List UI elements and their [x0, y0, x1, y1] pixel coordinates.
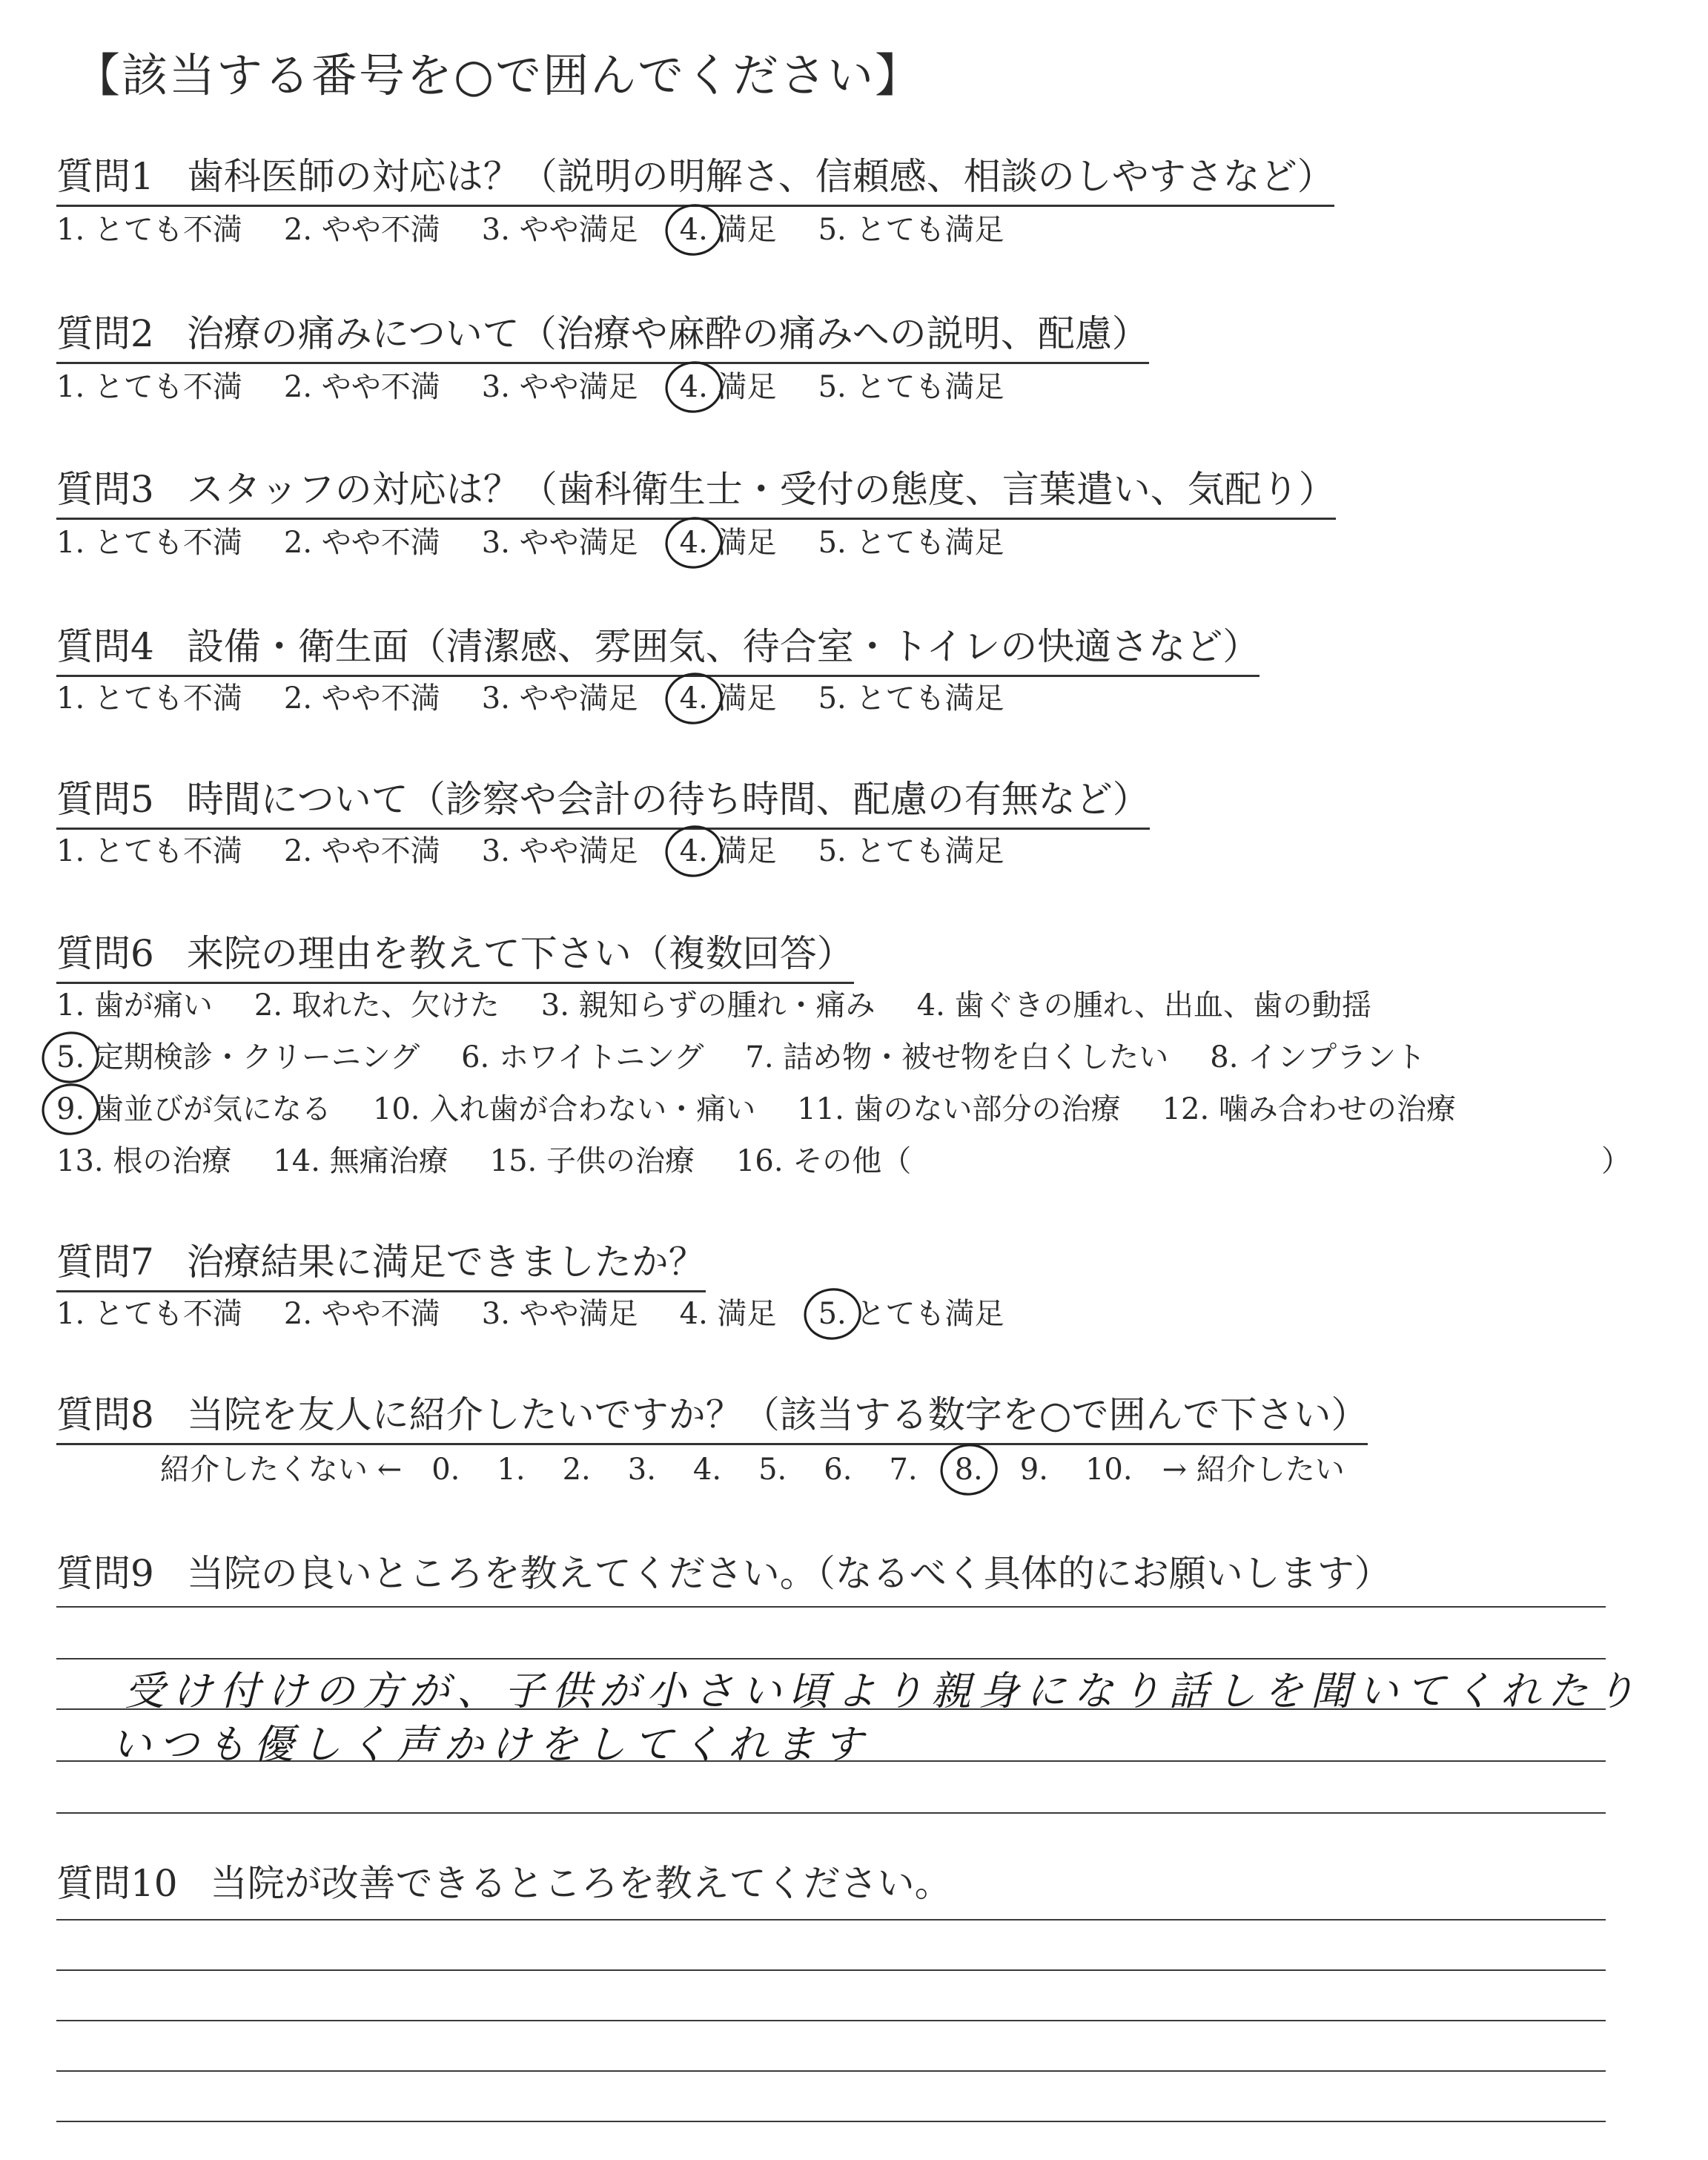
question-number: 質問5 [56, 778, 154, 821]
option-5[interactable]: 5. とても満足 [818, 526, 1004, 560]
reason-13[interactable]: 13. 根の治療 [56, 1144, 232, 1178]
option-3[interactable]: 3. やや満足 [481, 526, 638, 560]
question-8-scale [160, 1446, 1345, 1488]
question-1-title [56, 147, 1334, 207]
question-text: 治療の痛みについて（治療や麻酔の痛みへの説明、配慮） [186, 312, 1149, 355]
question-number: 質問4 [56, 625, 154, 668]
option-4[interactable]: 4. 満足 [679, 1297, 777, 1331]
option-1[interactable]: 1. とても不満 [56, 681, 242, 716]
scale-1[interactable]: 1. [497, 1453, 526, 1487]
scale-left-label: 紹介したくない ← [160, 1453, 403, 1487]
question-7-options [56, 1290, 1045, 1332]
answer-line [56, 1812, 1606, 1814]
option-3[interactable]: 3. やや満足 [481, 370, 638, 404]
option-3[interactable]: 3. やや満足 [481, 1297, 638, 1331]
reason-10[interactable]: 10. 入れ歯が合わない・痛い [372, 1092, 756, 1126]
option-5[interactable]: 5. とても満足 [818, 834, 1004, 868]
question-number: 質問1 [56, 155, 154, 198]
question-number: 質問6 [56, 932, 154, 975]
option-1[interactable]: 1. とても不満 [56, 1297, 242, 1331]
question-2-title [56, 304, 1149, 364]
question-text: 当院の良いところを教えてください。（なるべく具体的にお願いします） [186, 1552, 1391, 1595]
question-6-row-3 [56, 1086, 1497, 1128]
reason-8[interactable]: 8. インプラント [1210, 1040, 1426, 1074]
reason-14[interactable]: 14. 無痛治療 [273, 1144, 448, 1178]
question-10-title [56, 1854, 952, 1912]
answer-line [56, 2020, 1606, 2021]
other-closing-paren: ） [1601, 1144, 1631, 1178]
scale-8[interactable]: 8. [954, 1453, 983, 1487]
question-text: 時間について（診察や会計の待ち時間、配慮の有無など） [186, 778, 1150, 821]
question-6-title [56, 924, 854, 984]
option-5[interactable]: 5. とても満足 [818, 1297, 1004, 1331]
option-1[interactable]: 1. とても不満 [56, 370, 242, 404]
question-text: スタッフの対応は？（歯科衛生士・受付の態度、言葉遣い、気配り） [186, 468, 1336, 511]
option-2[interactable]: 2. やや不満 [283, 370, 440, 404]
question-number: 質問2 [56, 312, 154, 355]
question-number: 質問3 [56, 468, 154, 511]
reason-2[interactable]: 2. 取れた、欠けた [254, 988, 500, 1023]
question-3-title [56, 460, 1336, 520]
answer-line [56, 1919, 1606, 1920]
handwritten-answer-line-1: 受け付けの方が、子供が小さい頃より親身になり話しを聞いてくれたり [125, 1668, 1643, 1714]
scale-2[interactable]: 2. [562, 1453, 591, 1487]
question-5-options [56, 828, 1045, 870]
reason-1[interactable]: 1. 歯が痛い [56, 988, 213, 1023]
question-text: 来院の理由を教えて下さい（複数回答） [186, 932, 854, 975]
scale-4[interactable]: 4. [692, 1453, 722, 1487]
question-number: 質問10 [56, 1862, 178, 1905]
option-1[interactable]: 1. とても不満 [56, 526, 242, 560]
scale-10[interactable]: 10. [1085, 1453, 1133, 1487]
question-2-options [56, 363, 1045, 406]
option-4[interactable]: 4. 満足 [679, 213, 777, 247]
option-5[interactable]: 5. とても満足 [818, 681, 1004, 716]
option-3[interactable]: 3. やや満足 [481, 834, 638, 868]
reason-16[interactable]: 16. その他（ [735, 1144, 912, 1178]
option-4[interactable]: 4. 満足 [679, 834, 777, 868]
answer-line [56, 2121, 1606, 2122]
reason-9[interactable]: 9. 歯並びが気になる [56, 1092, 331, 1126]
question-5-title [56, 770, 1150, 830]
question-text: 設備・衛生面（清潔感、雰囲気、待合室・トイレの快適さなど） [186, 625, 1260, 668]
question-3-options [56, 519, 1045, 561]
option-4[interactable]: 4. 満足 [679, 370, 777, 404]
question-6-row-1 [56, 982, 1413, 1024]
reason-6[interactable]: 6. ホワイトニング [461, 1040, 704, 1074]
option-3[interactable]: 3. やや満足 [481, 681, 638, 716]
question-8-title [56, 1385, 1368, 1445]
option-4[interactable]: 4. 満足 [679, 681, 777, 716]
reason-5[interactable]: 5. 定期検診・クリーニング [56, 1040, 420, 1074]
reason-15[interactable]: 15. 子供の治療 [489, 1144, 695, 1178]
scale-0[interactable]: 0. [431, 1453, 460, 1487]
option-2[interactable]: 2. やや不満 [283, 1297, 440, 1331]
question-number: 質問8 [56, 1393, 154, 1436]
question-9-title [56, 1544, 1391, 1602]
answer-line [56, 2070, 1606, 2072]
question-6-row-2 [56, 1034, 1467, 1076]
handwritten-answer-line-2: いつも優しく声かけをしてくれます [111, 1721, 870, 1768]
question-text: 治療結果に満足できましたか？ [186, 1241, 706, 1284]
question-1-options [56, 206, 1045, 248]
option-2[interactable]: 2. やや不満 [283, 834, 440, 868]
option-2[interactable]: 2. やや不満 [283, 526, 440, 560]
question-7-title [56, 1232, 706, 1292]
question-text: 当院が改善できるところを教えてください。 [210, 1862, 952, 1905]
reason-4[interactable]: 4. 歯ぐきの腫れ、出血、歯の動揺 [916, 988, 1371, 1023]
option-5[interactable]: 5. とても満足 [818, 213, 1004, 247]
scale-9[interactable]: 9. [1019, 1453, 1048, 1487]
question-text: 歯科医師の対応は？（説明の明解さ、信頼感、相談のしやすさなど） [186, 155, 1334, 198]
reason-12[interactable]: 12. 噛み合わせの治療 [1162, 1092, 1456, 1126]
answer-line [56, 1969, 1606, 1971]
question-4-options [56, 675, 1045, 717]
option-2[interactable]: 2. やや不満 [283, 681, 440, 716]
option-1[interactable]: 1. とても不満 [56, 213, 242, 247]
scale-3[interactable]: 3. [627, 1453, 656, 1487]
option-2[interactable]: 2. やや不満 [283, 213, 440, 247]
reason-3[interactable]: 3. 親知らずの腫れ・痛み [540, 988, 875, 1023]
reason-7[interactable]: 7. 詰め物・被せ物を白くしたい [745, 1040, 1169, 1074]
scale-right-label: → 紹介したい [1162, 1453, 1345, 1487]
question-number: 質問7 [56, 1241, 154, 1284]
reason-11[interactable]: 11. 歯のない部分の治療 [797, 1092, 1121, 1126]
instruction-header: 【該当する番号を○で囲んでください】 [74, 48, 923, 102]
question-4-title [56, 617, 1260, 677]
question-6-row-4 [56, 1137, 953, 1180]
option-1[interactable]: 1. とても不満 [56, 834, 242, 868]
option-3[interactable]: 3. やや満足 [481, 213, 638, 247]
option-5[interactable]: 5. とても満足 [818, 370, 1004, 404]
option-4[interactable]: 4. 満足 [679, 526, 777, 560]
question-number: 質問9 [56, 1552, 154, 1595]
scale-5[interactable]: 5. [758, 1453, 787, 1487]
scale-6[interactable]: 6. [824, 1453, 853, 1487]
scale-7[interactable]: 7. [889, 1453, 918, 1487]
answer-line [56, 1606, 1606, 1608]
question-text: 当院を友人に紹介したいですか？（該当する数字を○で囲んで下さい） [186, 1393, 1368, 1436]
